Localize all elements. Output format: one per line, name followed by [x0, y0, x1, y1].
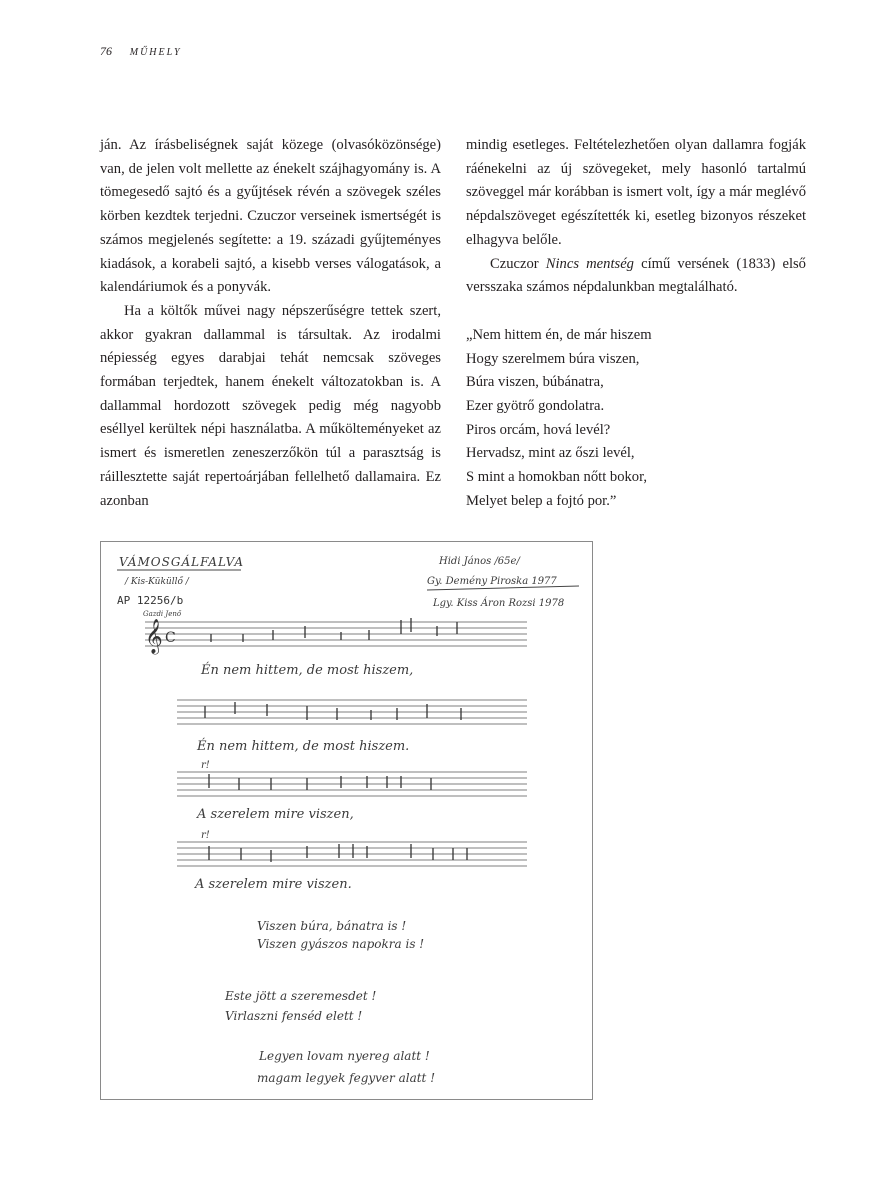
- section-title: MŰHELY: [129, 47, 182, 58]
- manuscript-code: AP 12256/b: [117, 594, 184, 607]
- time-signature: C: [165, 630, 176, 646]
- poem-line: „Nem hittem én, de már hiszem: [466, 326, 652, 343]
- music-staff: [177, 700, 527, 724]
- poem-line: Hogy szerelmem búra viszen,: [466, 350, 640, 367]
- manuscript-place: VÁMOSGÁLFALVA: [119, 555, 245, 569]
- music-staff: [177, 772, 527, 796]
- lyric-line: Én nem hittem, de most hiszem.: [197, 739, 410, 754]
- verse-line: Viszen gyászos napokra is !: [257, 937, 425, 951]
- singer-note: Gazdi Jenő: [143, 610, 182, 618]
- music-staff: [145, 622, 527, 646]
- poem-title: Nincs mentség: [545, 255, 634, 272]
- poem-line: Melyet belep a fojtó por.”: [466, 492, 617, 509]
- left-column: [100, 134, 441, 513]
- lyric-line: A szerelem mire viszen.: [195, 877, 352, 892]
- manuscript-sub: / Kis-Küküllő /: [125, 577, 189, 587]
- page-number: 76: [100, 44, 112, 58]
- poem-line: Ezer gyötrő gondolatra.: [466, 398, 605, 415]
- right-column: [466, 134, 806, 514]
- verse-line: Virlaszni fenséd elett !: [225, 1009, 363, 1023]
- lyric-line: Én nem hittem, de most hiszem,: [201, 663, 414, 678]
- notes: [209, 774, 431, 790]
- notes: [205, 702, 461, 720]
- collector-note: Gy. Demény Piroska 1977: [427, 576, 557, 587]
- paragraph: Ha a költők művei nagy népszerűségre tettek szert, akkor gyakran dallammal is társultak. Az irodalmi népiesség egyes darabjai tehát nemcsak szöveges formában terjedtek, hanem énekelt változatokban is. A dallammal hordozott szövegek pedig még nagyobb eséllyel kerültek népi használatba. A műkölteményeket az ismert és ismeretlen zeneszerzőkön túl a parasztság is ráillesztette saját repertoárjában fellelhető dallamaira. Ez azonban: [100, 302, 441, 509]
- manuscript-sheet: [101, 542, 592, 1099]
- collector-note: Hidi János /65e/: [439, 556, 520, 567]
- notes: [209, 844, 467, 862]
- notes: [211, 618, 457, 642]
- paragraph: ján. Az írásbeliségnek saját közege (olvasóközönsége) van, de jelen volt mellette az énekelt szájhagyomány is. A tömegesedő sajtó és a gyűjtések révén a szövegek széles körben kezdtek terjedni. Czuczor verseinek ismertségét is számos megjelenés segítette: a 19. századi gyűjteményes kiadások, a korabeli sajtó, a kisebb verses válogatások, a kalendáriumok és a ponyvák.: [100, 137, 441, 296]
- poem-line: Hervadsz, mint az őszi levél,: [466, 445, 635, 462]
- verse-line: Este jött a szeremesdet !: [225, 989, 377, 1003]
- collector-note: Lgy. Kiss Áron Rozsi 1978: [433, 598, 565, 609]
- running-header: [100, 44, 182, 59]
- verse-line: Viszen búra, bánatra is !: [257, 919, 407, 933]
- poem-line: Búra viszen, búbánatra,: [466, 374, 604, 391]
- music-staff: [177, 842, 527, 866]
- verse-line: Legyen lovam nyereg alatt !: [259, 1049, 430, 1063]
- paragraph: mindig esetleges. Feltételezhetően olyan dallamra fogják ráénekelni az új szövegeket, mely hasonló tartalmú szöveggel már korábban is ismert volt, így a már meglévő népdalszöveget egészítették ki, esetleg bizonyos részeket elhagyva belőle.: [466, 137, 806, 248]
- poem-line: S mint a homokban nőtt bokor,: [466, 469, 648, 486]
- fermata-mark: r!: [201, 760, 210, 771]
- manuscript-figure: [100, 541, 593, 1100]
- fermata-mark: r!: [201, 830, 210, 841]
- poem: [466, 324, 806, 514]
- verse-line: magam legyek fegyver alatt !: [257, 1071, 436, 1085]
- lyric-line: A szerelem mire viszen,: [197, 807, 354, 822]
- poem-line: Piros orcám, hová levél?: [466, 421, 611, 438]
- treble-clef-icon: 𝄞: [145, 619, 163, 654]
- paragraph: Czuczor Nincs mentség című versének (1833) első versszaka számos népdalunkban megtalálható.: [466, 255, 806, 296]
